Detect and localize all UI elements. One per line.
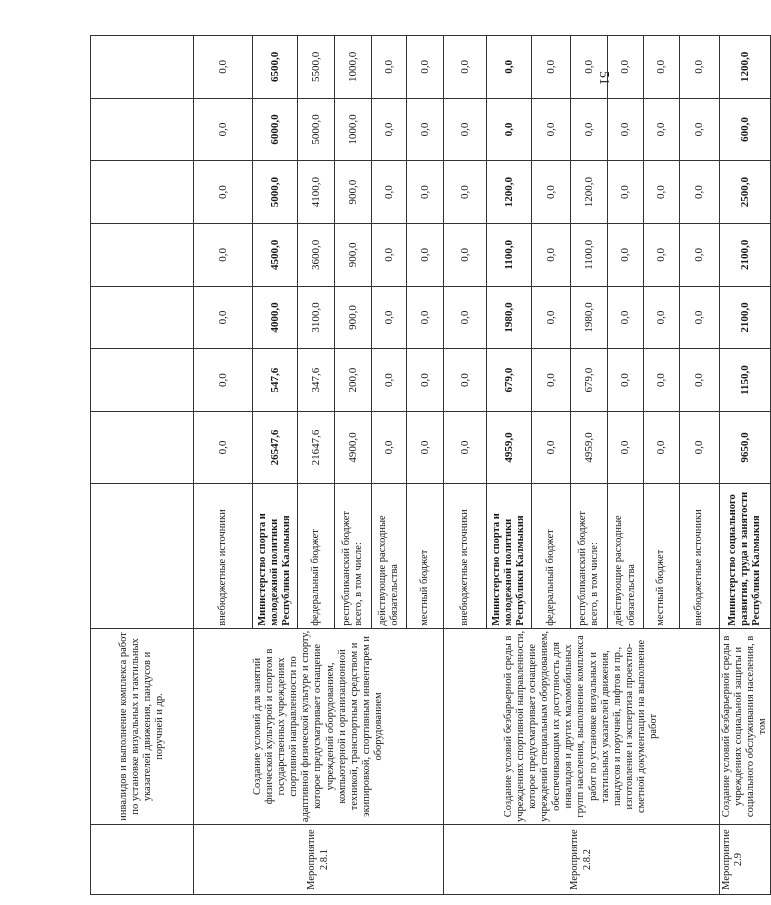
value-cell: 1980,0 [487,286,532,349]
value-cell: 5000,0 [253,161,298,224]
funding-table [90,35,771,895]
value-cell: 4959,0 [571,411,608,483]
continuation-description: инвалидов и выполнение комплекса работ по установке визуальных и тактильных указателей движения, пандусов и поручней и др. [91,628,194,824]
value-cell: 0,0 [372,349,407,412]
value-cell: 0,0 [194,36,253,99]
value-cell: 0,0 [644,36,680,99]
value-cell: 3600,0 [298,223,335,286]
measure-description: Создание условий безбарьерной среды в учреждениях социальной защиты и социального обслуживания населения, в том [720,628,771,824]
cell-empty [91,411,194,483]
value-cell: 0,0 [571,36,608,99]
value-cell: 0,0 [571,98,608,161]
value-cell: 5000,0 [298,98,335,161]
cell-empty [91,825,194,895]
measure-description: Создание условий для занятий физической культурой и спортом в государственных учреждениях спортивной направленности по адаптивной физической культуре и спорту, которое предусматривает оснащение учреждений оборудованием, компьютерной и организационной техникой, транспортным средством и экипировкой, спортивным инвентарем и оборудованием [194,628,444,824]
value-cell: 0,0 [444,161,487,224]
value-cell: 0,0 [194,98,253,161]
value-cell: 0,0 [372,286,407,349]
measure-name: Мероприятие 2.9 [720,825,771,895]
value-cell: 0,0 [372,223,407,286]
value-cell: 0,0 [194,349,253,412]
value-cell: 0,0 [608,223,644,286]
value-cell: 900,0 [335,161,372,224]
value-cell: 900,0 [335,223,372,286]
value-cell: 0,0 [407,286,444,349]
cell-empty [91,286,194,349]
source-label: внебюджетные источники [444,484,487,629]
cell-empty [91,484,194,629]
cell-empty [91,36,194,99]
value-cell: 0,0 [444,411,487,483]
source-label: внебюджетные источники [194,484,253,629]
value-cell: 547,6 [253,349,298,412]
value-cell: 0,0 [532,411,571,483]
value-cell: 21647,6 [298,411,335,483]
value-cell: 0,0 [680,223,720,286]
source-label: Министерство социального развития, труда и занятости Республики Калмыкия [720,484,771,629]
cell-empty [91,223,194,286]
measure-name: Мероприятие 2.8.2 [444,825,720,895]
value-cell: 200,0 [335,349,372,412]
value-cell: 0,0 [407,223,444,286]
measure-description: Создание условий безбарьерной среды в учреждениях спортивной направленности, которое предусматривает оснащение учреждений специальным оборудованием, обеспечивающим их доступность для инвалидов и других маломобильных групп населения, выполнение комплекса работ по установке визуальных и тактильных указателей движения, пандусов и поручней, лифтов и пр., изготовление и экспертиза проектно-сметной документации на выполнение работ [444,628,720,824]
source-label: республиканский бюджет всего, в том числе: [571,484,608,629]
value-cell: 0,0 [644,411,680,483]
source-label: действующие расходные обязательства [608,484,644,629]
value-cell: 0,0 [372,98,407,161]
value-cell: 0,0 [680,161,720,224]
value-cell: 0,0 [644,223,680,286]
value-cell: 0,0 [372,36,407,99]
value-cell: 347,6 [298,349,335,412]
source-label: республиканский бюджет всего, в том числе: [335,484,372,629]
value-cell: 600,0 [720,98,771,161]
value-cell: 0,0 [608,411,644,483]
table-row [194,36,253,895]
value-cell: 0,0 [444,223,487,286]
value-cell: 0,0 [194,286,253,349]
source-label: действующие расходные обязательства [372,484,407,629]
value-cell: 1100,0 [571,223,608,286]
value-cell: 0,0 [680,36,720,99]
value-cell: 0,0 [680,98,720,161]
measure-name: Мероприятие 2.8.1 [194,825,444,895]
value-cell: 0,0 [487,98,532,161]
value-cell: 0,0 [407,349,444,412]
table-row [91,36,194,895]
value-cell: 0,0 [608,286,644,349]
value-cell: 0,0 [194,161,253,224]
value-cell: 0,0 [444,98,487,161]
value-cell: 6000,0 [253,98,298,161]
value-cell: 1980,0 [571,286,608,349]
value-cell: 2100,0 [720,223,771,286]
value-cell: 1000,0 [335,98,372,161]
value-cell: 0,0 [644,349,680,412]
value-cell: 0,0 [444,349,487,412]
value-cell: 1100,0 [487,223,532,286]
table-row [444,36,487,895]
value-cell: 0,0 [532,349,571,412]
value-cell: 1000,0 [335,36,372,99]
page-number: 51 [596,71,611,85]
value-cell: 0,0 [644,286,680,349]
cell-empty [91,161,194,224]
value-cell: 4500,0 [253,223,298,286]
value-cell: 4000,0 [253,286,298,349]
value-cell: 679,0 [487,349,532,412]
source-label: местный бюджет [644,484,680,629]
value-cell: 0,0 [532,161,571,224]
value-cell: 1150,0 [720,349,771,412]
source-label: федеральный бюджет [532,484,571,629]
value-cell: 26547,6 [253,411,298,483]
source-label: Министерство спорта и молодежной политики Республики Калмыкия [253,484,298,629]
value-cell: 0,0 [407,36,444,99]
value-cell: 0,0 [680,349,720,412]
value-cell: 4900,0 [335,411,372,483]
value-cell: 0,0 [532,36,571,99]
value-cell: 9650,0 [720,411,771,483]
value-cell: 5500,0 [298,36,335,99]
source-label: внебюджетные источники [680,484,720,629]
value-cell: 0,0 [680,411,720,483]
value-cell: 6500,0 [253,36,298,99]
source-label: местный бюджет [407,484,444,629]
cell-empty [91,98,194,161]
value-cell: 0,0 [444,36,487,99]
value-cell: 0,0 [444,286,487,349]
value-cell: 0,0 [194,223,253,286]
value-cell: 0,0 [532,98,571,161]
value-cell: 0,0 [532,223,571,286]
value-cell: 0,0 [407,411,444,483]
value-cell: 2100,0 [720,286,771,349]
value-cell: 2500,0 [720,161,771,224]
value-cell: 4959,0 [487,411,532,483]
value-cell: 0,0 [680,286,720,349]
value-cell: 0,0 [487,36,532,99]
source-label: Министерство спорта и молодежной политики Республики Калмыкия [487,484,532,629]
value-cell: 0,0 [644,161,680,224]
value-cell: 0,0 [372,411,407,483]
value-cell: 1200,0 [487,161,532,224]
cell-empty [91,349,194,412]
value-cell: 0,0 [372,161,407,224]
value-cell: 0,0 [532,286,571,349]
source-label: федеральный бюджет [298,484,335,629]
value-cell: 0,0 [194,411,253,483]
table-row [720,36,771,895]
value-cell: 1200,0 [720,36,771,99]
value-cell: 0,0 [644,98,680,161]
value-cell: 3100,0 [298,286,335,349]
value-cell: 0,0 [608,349,644,412]
value-cell: 0,0 [608,98,644,161]
value-cell: 1200,0 [571,161,608,224]
value-cell: 679,0 [571,349,608,412]
value-cell: 900,0 [335,286,372,349]
value-cell: 0,0 [608,36,644,99]
value-cell: 4100,0 [298,161,335,224]
value-cell: 0,0 [608,161,644,224]
value-cell: 0,0 [407,161,444,224]
value-cell: 0,0 [407,98,444,161]
